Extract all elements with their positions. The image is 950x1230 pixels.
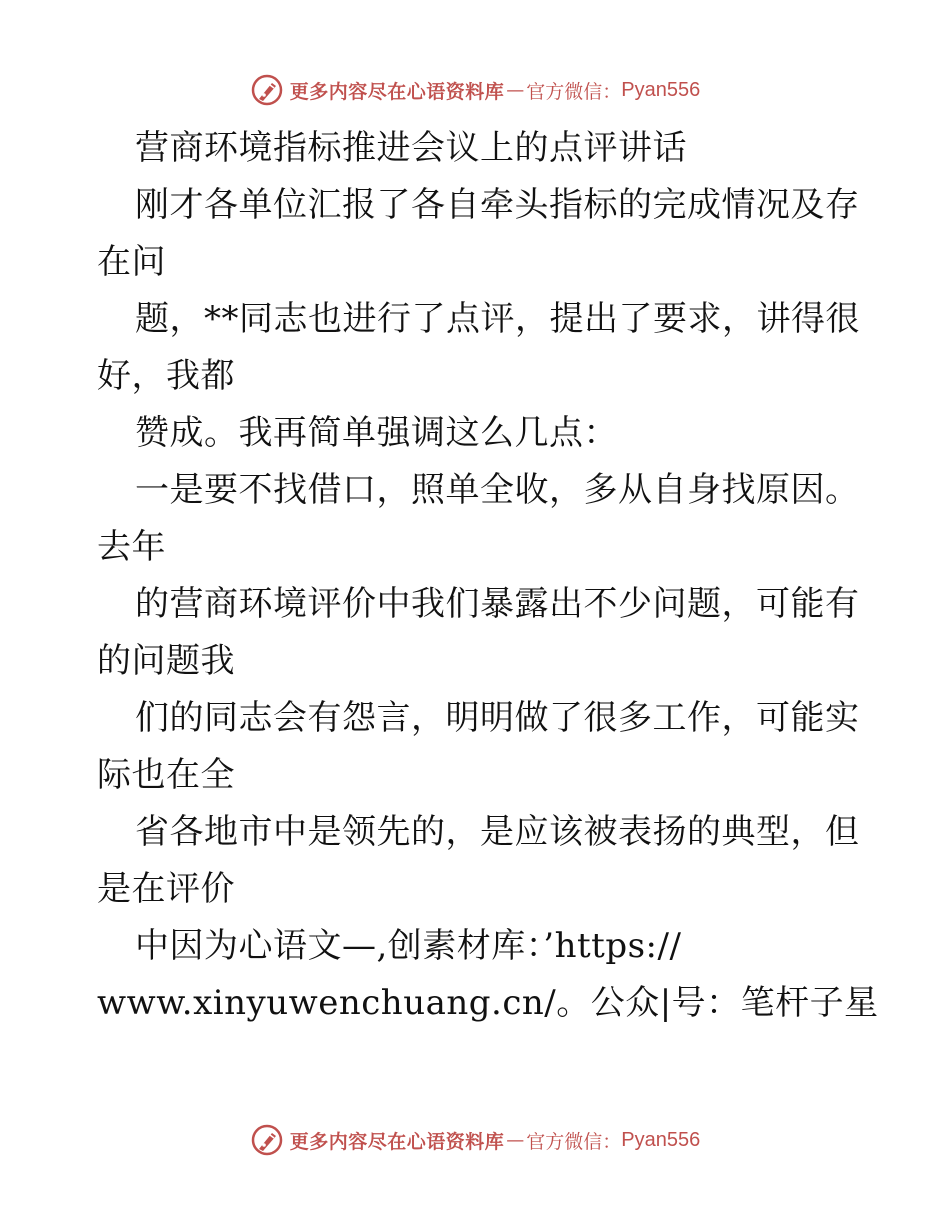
banner-main-text: 更多内容尽在心语资料库 [289,1130,505,1153]
text-line: 刚才各单位汇报了各自牵头指标的完成情况及存 [135,185,860,225]
text-line: 在问 [97,242,166,282]
banner-wechat-label: 官方微信： [526,80,622,103]
text-line: 省各地市中是领先的，是应该被表扬的典型，但 [135,812,860,852]
text-line: 的问题我 [97,641,235,681]
text-line: 际也在全 [97,755,235,795]
document-title: 营商环境指标推进会议上的点评讲话 [135,128,687,168]
banner-separator: — [506,1129,525,1151]
text-line: 一是要不找借口，照单全收，多从自身找原因。 [135,470,860,510]
text-line: 的营商环境评价中我们暴露出不少问题，可能有 [135,584,860,624]
header-banner [0,70,950,110]
banner-wechat-id: Pyan556 [621,1128,701,1151]
text-line: 题，**同志也进行了点评，提出了要求，讲得很 [135,299,860,339]
text-line: 好，我都 [97,356,235,396]
pen-nib-logo-icon [250,1123,284,1157]
text-line: 去年 [97,527,166,567]
banner-wechat-id: Pyan556 [621,78,701,101]
banner-main-text: 更多内容尽在心语资料库 [289,80,505,103]
footer-banner [0,1120,950,1160]
banner-wechat-label: 官方微信： [526,1130,622,1153]
text-line: 中因为心语文—,创素材库：’https:// [135,926,682,966]
text-line: www.xinyuwenchuang.cn/。公众|号：笔杆子星 [97,983,879,1023]
document-body [97,120,879,1032]
text-line: 赞成。我再简单强调这么几点： [135,413,618,453]
pen-nib-logo-icon [250,73,284,107]
text-line: 是在评价 [97,869,235,909]
text-line: 们的同志会有怨言，明明做了很多工作，可能实 [135,698,860,738]
banner-separator: — [506,79,525,101]
